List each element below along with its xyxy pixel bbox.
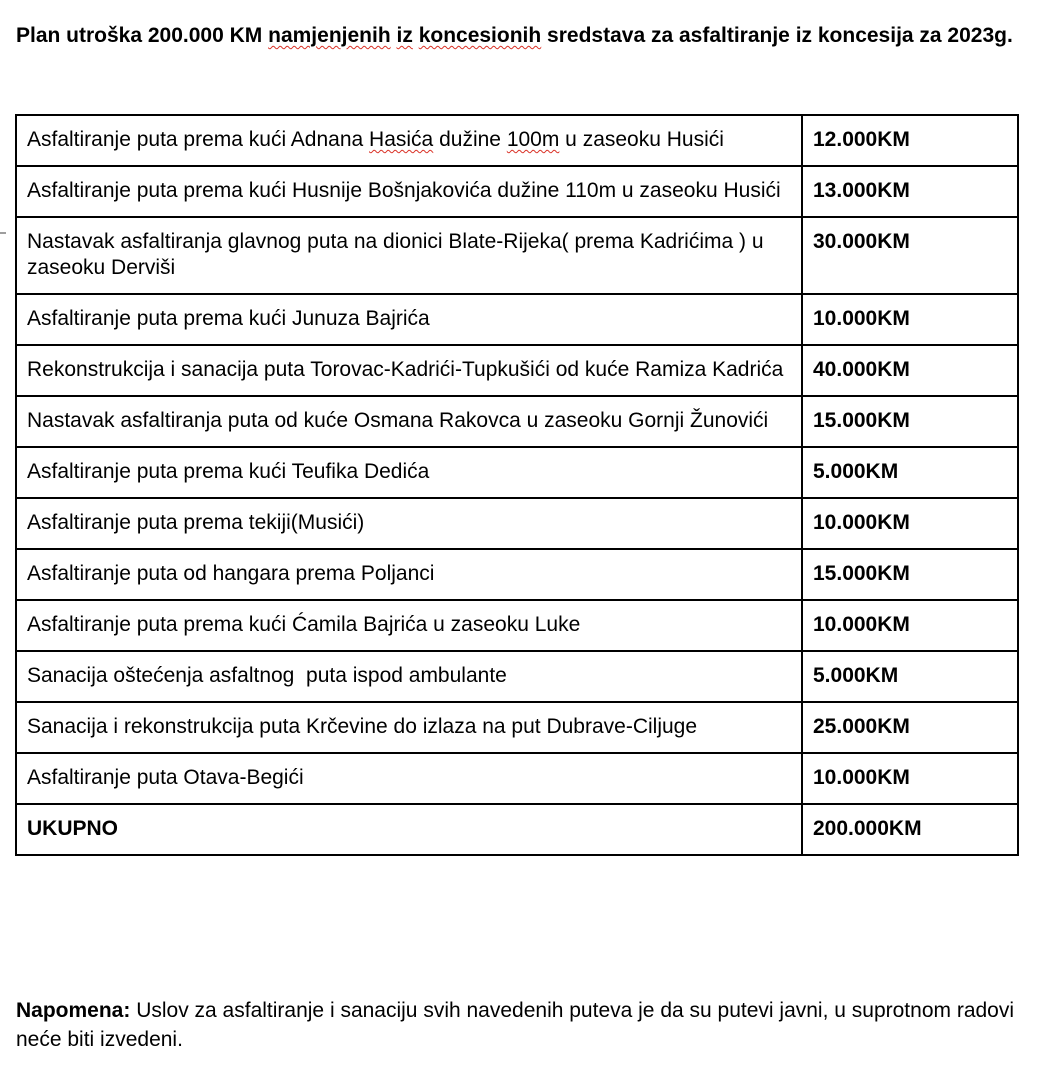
row-amount: 13.000KM: [802, 166, 1018, 217]
row-description: Asfaltiranje puta prema kući Junuza Bajrića: [16, 294, 802, 345]
table-row: [16, 115, 1018, 166]
row-amount: 10.000KM: [802, 600, 1018, 651]
table-row: [16, 396, 1018, 447]
spellcheck-word[interactable]: iz: [396, 24, 413, 47]
spellcheck-word[interactable]: koncesionih: [418, 24, 542, 47]
table-row: [16, 549, 1018, 600]
text: Asfaltiranje puta prema kući Adnana: [27, 128, 370, 151]
row-description: Asfaltiranje puta prema kući Teufika Dedića: [16, 447, 802, 498]
note-text: Uslov za asfaltiranje i sanaciju svih navedenih puteva je da su putevi javni, u suprotnom radovi neće biti izvedeni.: [16, 999, 1015, 1051]
spellcheck-word[interactable]: Hasića: [369, 128, 434, 151]
total-row: [16, 804, 1018, 855]
row-amount: 40.000KM: [802, 345, 1018, 396]
table-row: [16, 447, 1018, 498]
table-row: [16, 600, 1018, 651]
table-row: [16, 498, 1018, 549]
row-amount: 15.000KM: [802, 396, 1018, 447]
text: u zaseoku Husići: [559, 128, 724, 151]
row-amount: 10.000KM: [802, 498, 1018, 549]
table-row: [16, 753, 1018, 804]
table-row: [16, 345, 1018, 396]
table-row: [16, 702, 1018, 753]
row-amount: 5.000KM: [802, 651, 1018, 702]
row-description: [16, 115, 802, 166]
text: dužine: [433, 128, 507, 151]
row-amount: 10.000KM: [802, 294, 1018, 345]
row-description: Nastavak asfaltiranja glavnog puta na dionici Blate-Rijeka( prema Kadrićima ) u zaseoku Derviši: [16, 217, 802, 294]
row-description: Nastavak asfaltiranja puta od kuće Osmana Rakovca u zaseoku Gornji Žunovići: [16, 396, 802, 447]
table-row: [16, 217, 1018, 294]
row-description: Sanacija oštećenja asfaltnog puta ispod ambulante: [16, 651, 802, 702]
row-description: Sanacija i rekonstrukcija puta Krčevine do izlaza na put Dubrave-Ciljuge: [16, 702, 802, 753]
note-paragraph: [16, 996, 1016, 1054]
margin-marker: [0, 232, 6, 234]
spellcheck-word[interactable]: namjenjenih: [268, 24, 391, 47]
row-amount: 30.000KM: [802, 217, 1018, 294]
row-amount: 12.000KM: [802, 115, 1018, 166]
table-row: [16, 166, 1018, 217]
row-description: Rekonstrukcija i sanacija puta Torovac-Kadrići-Tupkušići od kuće Ramiza Kadrića: [16, 345, 802, 396]
spellcheck-word[interactable]: 100m: [506, 128, 560, 151]
row-amount: 10.000KM: [802, 753, 1018, 804]
note-label: Napomena:: [16, 999, 131, 1022]
document-title: [16, 20, 1016, 51]
table-row: [16, 294, 1018, 345]
budget-table: [15, 114, 1019, 856]
row-description: Asfaltiranje puta od hangara prema Poljanci: [16, 549, 802, 600]
row-amount: 5.000KM: [802, 447, 1018, 498]
row-description: Asfaltiranje puta Otava-Begići: [16, 753, 802, 804]
table-row: [16, 651, 1018, 702]
row-amount: 25.000KM: [802, 702, 1018, 753]
row-description: Asfaltiranje puta prema tekiji(Musići): [16, 498, 802, 549]
total-label: UKUPNO: [16, 804, 802, 855]
title-text: sredstava za asfaltiranje iz koncesija za 2023g.: [541, 24, 1013, 47]
row-amount: 15.000KM: [802, 549, 1018, 600]
row-description: Asfaltiranje puta prema kući Ćamila Bajrića u zaseoku Luke: [16, 600, 802, 651]
title-text: Plan utroška 200.000 KM: [16, 24, 269, 47]
total-amount: 200.000KM: [802, 804, 1018, 855]
row-description: Asfaltiranje puta prema kući Husnije Bošnjakovića dužine 110m u zaseoku Husići: [16, 166, 802, 217]
